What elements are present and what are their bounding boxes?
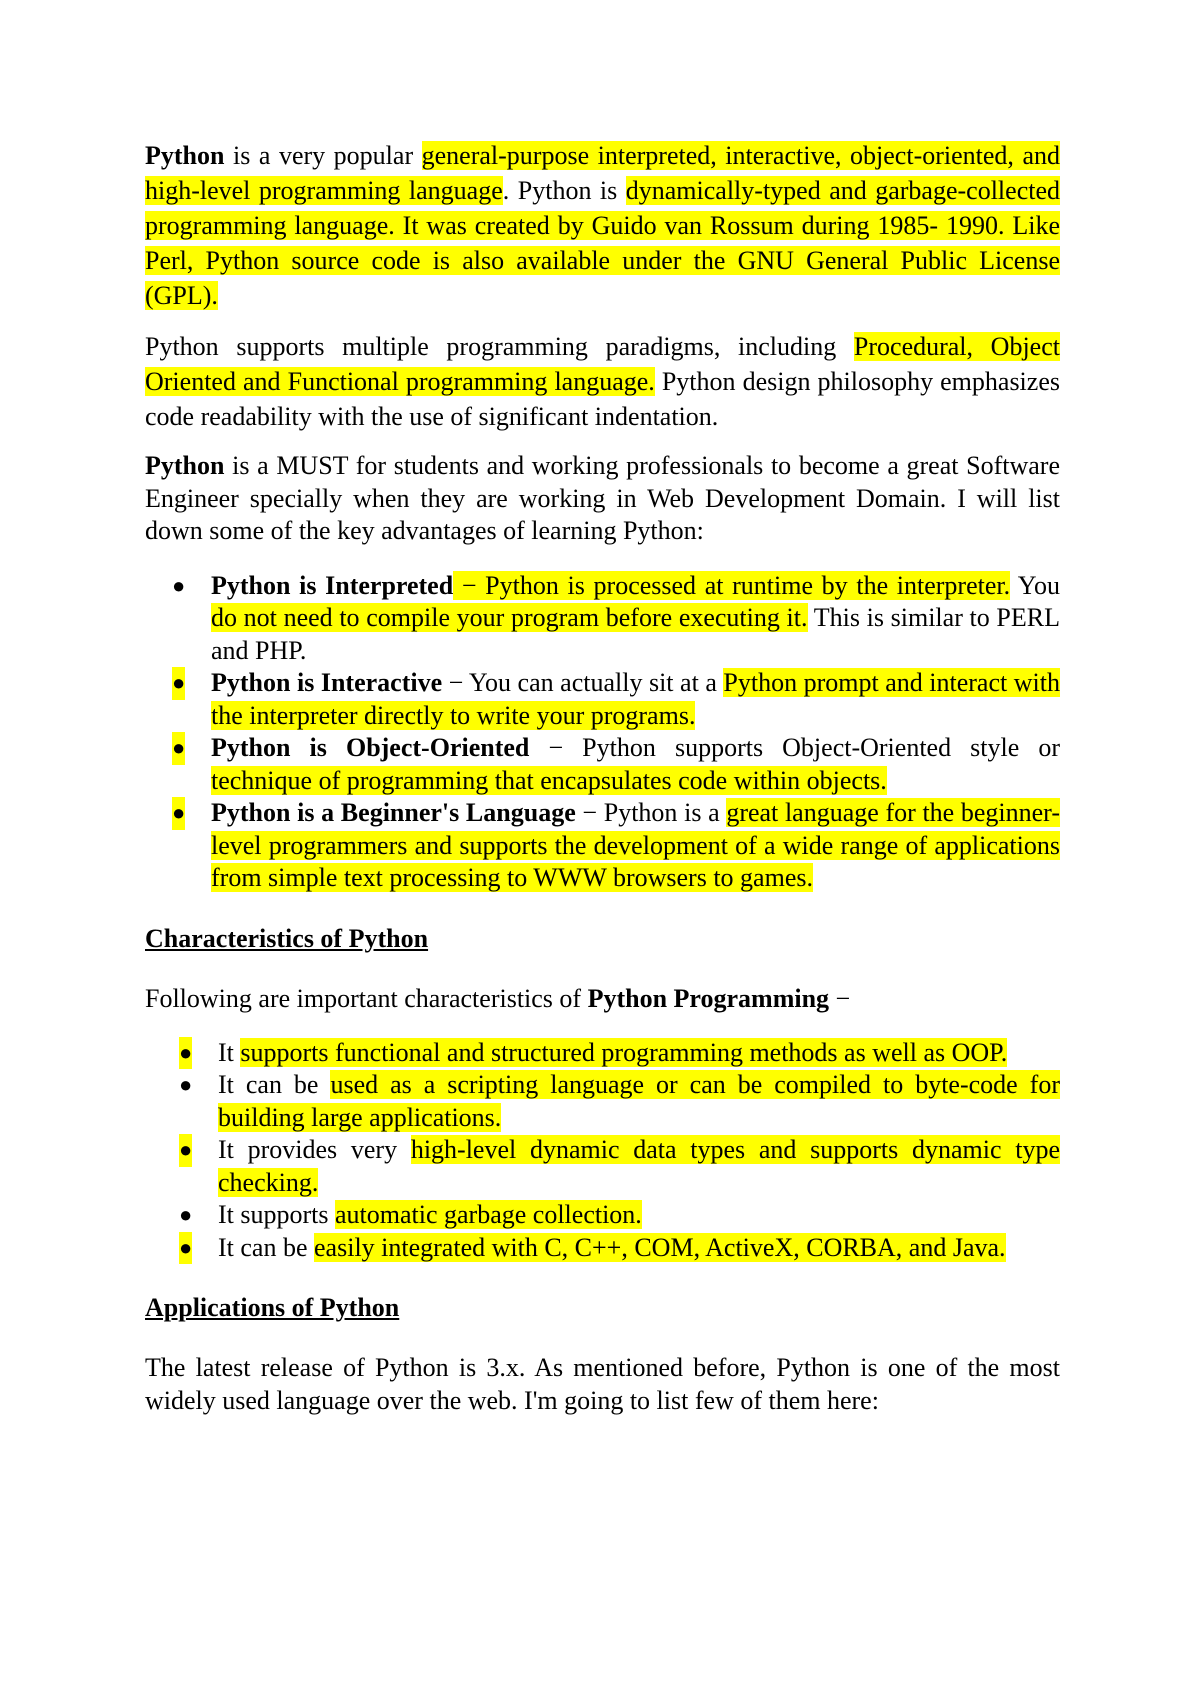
text-run: This is similar to PERL and PHP. (211, 603, 1060, 665)
text-run: It supports (218, 1200, 335, 1229)
highlighted-text: − Python is processed at runtime by the interpreter. (453, 570, 1011, 600)
text-run: is a very popular (224, 141, 422, 170)
text-run: . Python is (502, 176, 626, 205)
bullet-icon: ● (179, 1202, 193, 1227)
text-run: Python supports multiple programming paradigms, including (145, 332, 854, 361)
must-paragraph (145, 450, 1060, 548)
highlighted-text: high-level dynamic data types and supports dynamic type checking. (218, 1135, 1060, 1197)
applications-paragraph: The latest release of Python is 3.x. As mentioned before, Python is one of the most widely used language over the web. I'm going to list few of them here: (145, 1353, 1060, 1415)
highlighted-text: great language for the beginner-level programmers and supports the development of a wide range of applications from simple text processing to WWW browsers to games. (211, 798, 1060, 892)
bullet-icon: ● (179, 1232, 192, 1265)
bullet-icon: ● (179, 1134, 192, 1167)
text-run: It can be (218, 1232, 315, 1262)
list-item (145, 1199, 1060, 1232)
bold-term: Python (145, 451, 225, 480)
list-item (145, 570, 1060, 668)
bold-term: Python Programming (587, 983, 830, 1013)
highlighted-text: easily integrated with C, C++, COM, ActiveX, CORBA, and Java. (314, 1232, 1006, 1262)
list-item (145, 797, 1060, 895)
item-term: Python is Interpreted (211, 570, 454, 600)
list-item (145, 1037, 1060, 1070)
highlighted-text: Procedural, Object Oriented and Functional programming language. (145, 332, 1060, 396)
bullet-icon: ● (179, 1037, 192, 1070)
advantages-list (145, 570, 1060, 895)
bold-term: Python (145, 141, 225, 170)
highlighted-text: do not need to compile your program before executing it. (211, 603, 808, 632)
list-item (145, 1069, 1060, 1134)
item-term: Python is a Beginner's Language (211, 798, 576, 827)
highlighted-text: Python prompt and interact with the interpreter directly to write your programs. (211, 668, 1060, 730)
bullet-icon: ● (172, 797, 185, 830)
list-item (145, 732, 1060, 797)
list-item (145, 1134, 1060, 1199)
document-page (145, 138, 1060, 1417)
paradigms-paragraph (145, 329, 1060, 434)
text-run: You (1010, 570, 1060, 600)
highlighted-text: technique of programming that encapsulates code within objects. (211, 765, 887, 795)
text-run: It (218, 1037, 241, 1067)
text-run: is a MUST for students and working professionals to become a great Software Engineer specially when they are working in Web Development Domain. I will list down some of the key advantages of learning Python: (145, 451, 1060, 545)
characteristics-list (145, 1037, 1060, 1265)
text-run: − Python is a (575, 798, 727, 827)
bullet-icon: ● (179, 1072, 193, 1097)
text-run: It can be (218, 1070, 331, 1099)
bullet-icon: ● (172, 667, 185, 700)
intro-paragraph (145, 138, 1060, 313)
text-run: Python design philosophy emphasizes code readability with the use of significant indentation. (145, 367, 1060, 431)
list-item (145, 1232, 1060, 1265)
bullet-icon: ● (172, 572, 186, 598)
highlighted-text: dynamically-typed and garbage-collected programming language. It was created by Guido van Rossum during 1985- 1990. Like Perl, Python source code is also available under the GNU General Public License (GPL). (145, 176, 1060, 310)
text-run: Following are important characteristics of (145, 983, 588, 1013)
highlighted-text: general-purpose interpreted, interactive, object-oriented, and high-level programming language (145, 141, 1060, 205)
highlighted-text: used as a scripting language or can be compiled to byte-code for building large applications. (218, 1070, 1060, 1132)
characteristics-intro (145, 983, 1060, 1015)
text-run: − Python supports Object-Oriented style or (529, 733, 1061, 762)
section-heading-characteristics: Characteristics of Python (145, 923, 429, 953)
bullet-icon: ● (172, 732, 185, 765)
item-term: Python is Object-Oriented (211, 733, 530, 762)
text-run: It provides very (218, 1135, 411, 1164)
list-item (145, 667, 1060, 732)
item-term: Python is Interactive (211, 668, 443, 697)
highlighted-text: supports functional and structured programming methods as well as OOP. (240, 1037, 1008, 1067)
section-heading-applications: Applications of Python (145, 1293, 400, 1322)
text-run: − You can actually sit at a (442, 668, 724, 697)
text-run: − (829, 983, 851, 1013)
highlighted-text: automatic garbage collection. (335, 1200, 642, 1229)
